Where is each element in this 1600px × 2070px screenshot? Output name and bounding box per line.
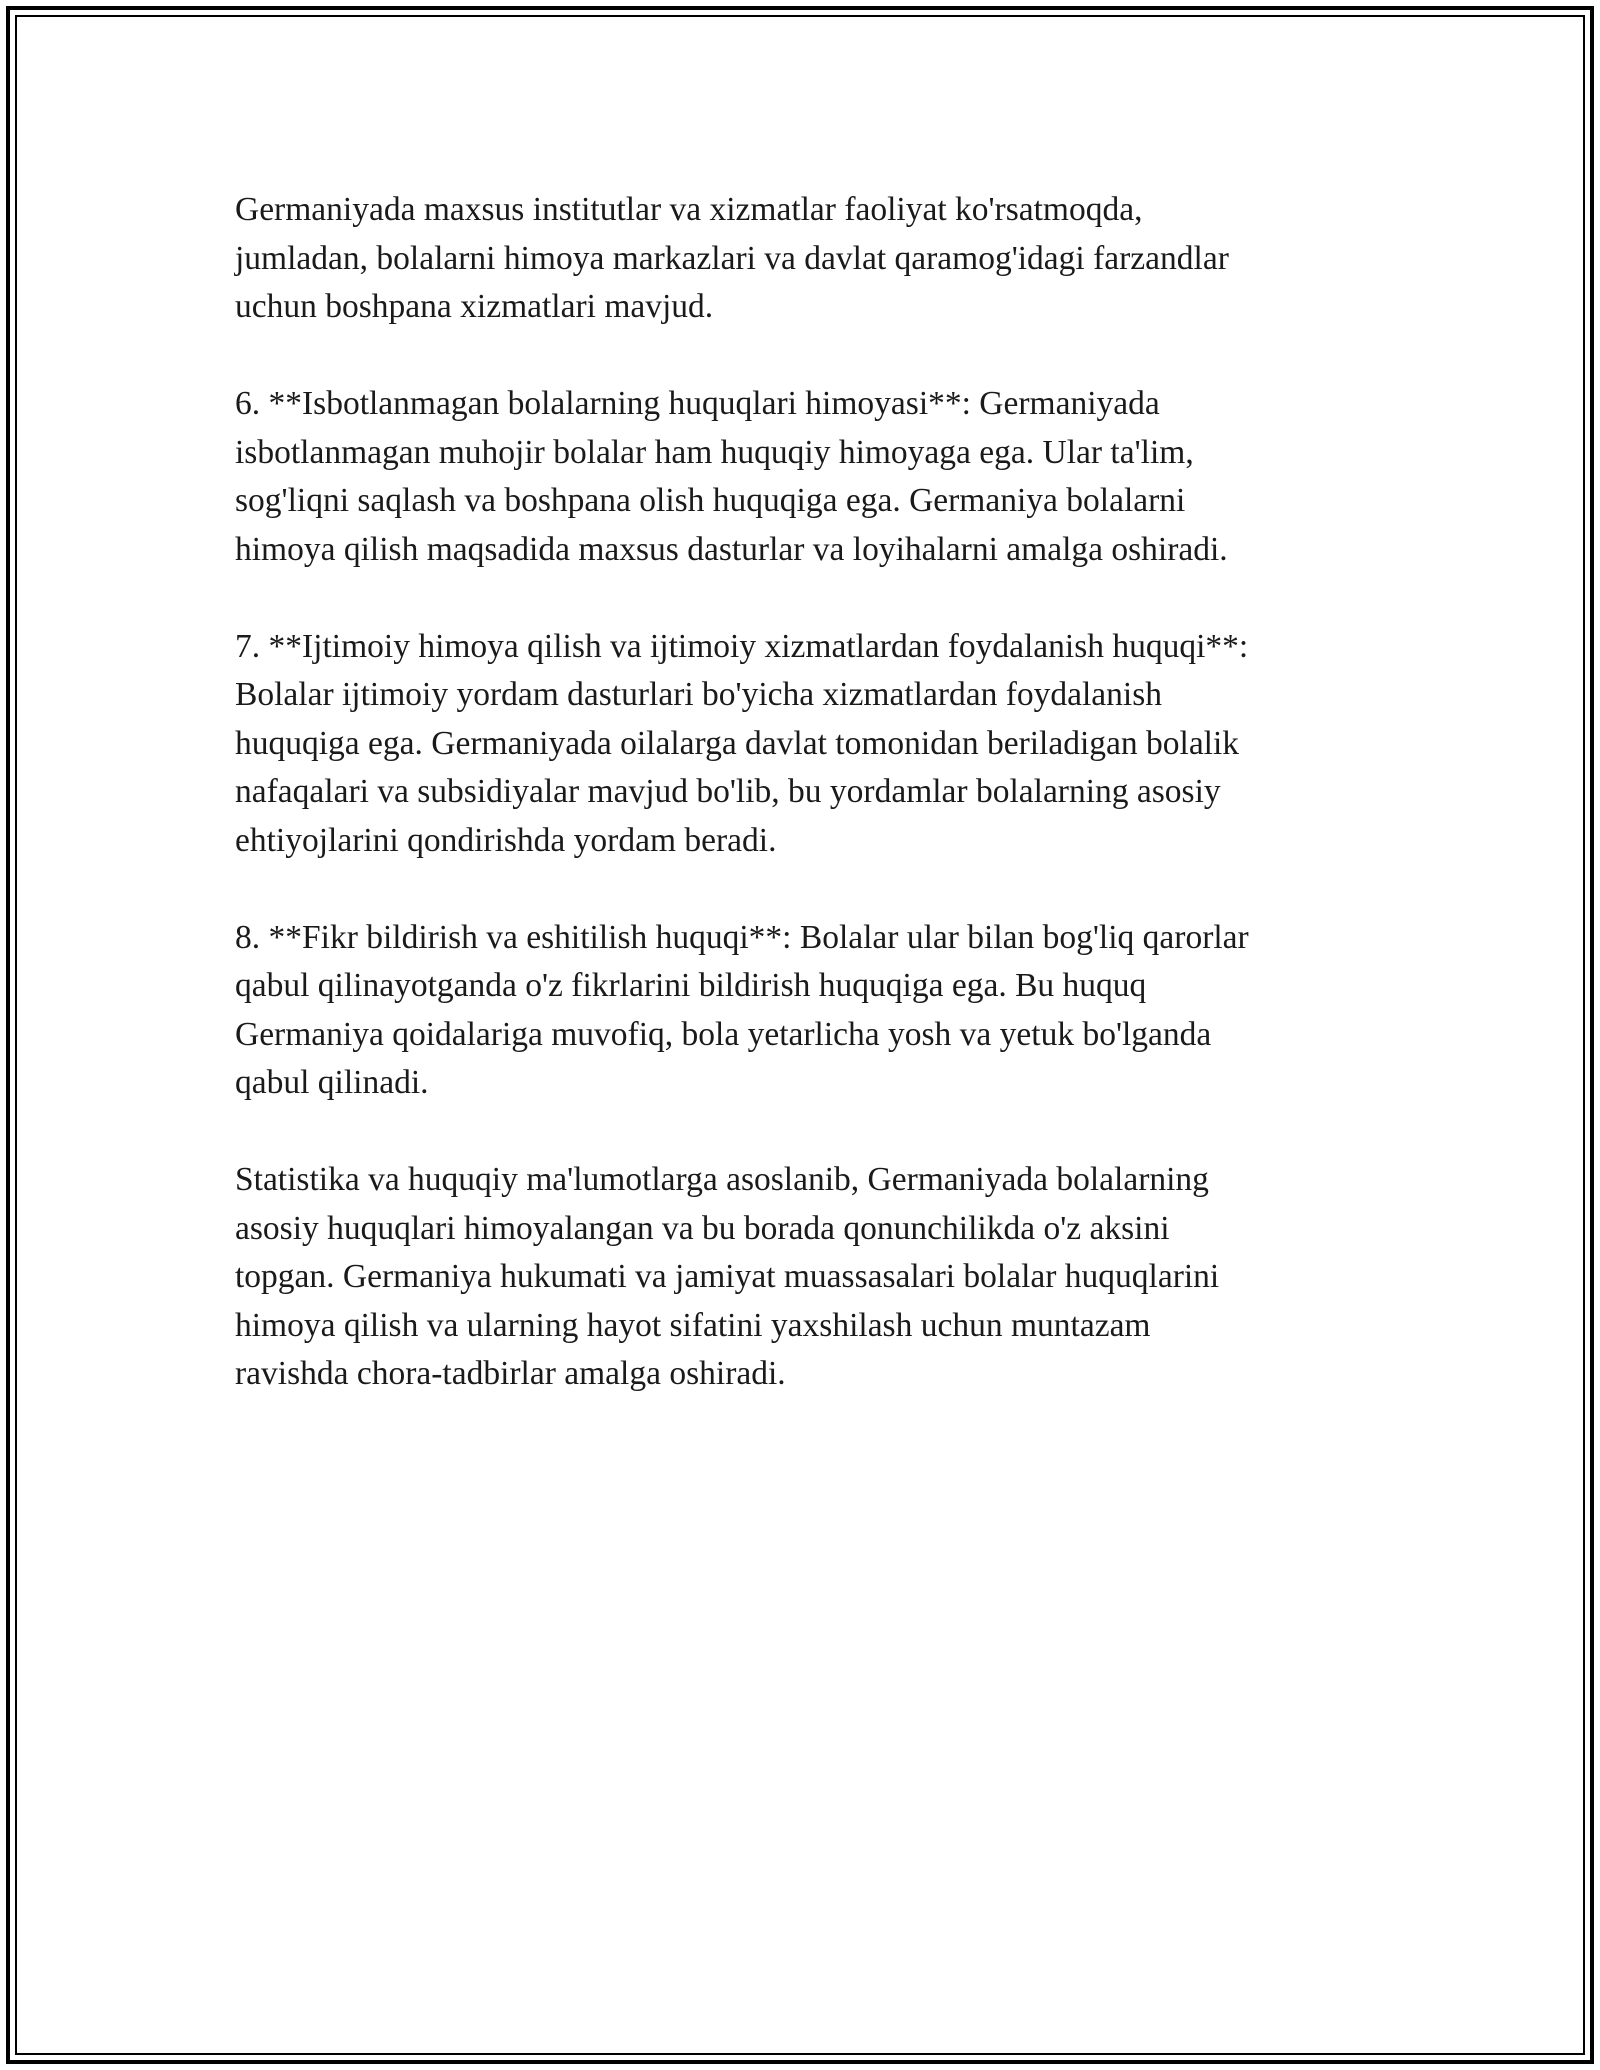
paragraph-item-6: 6. **Isbotlanmagan bolalarning huquqlari himoyasi**: Germaniyada isbotlanmagan muhojir bolalar ham huquqiy himoyaga ega. Ular ta'lim, sog'liqni saqlash va boshpana olish huquqiga ega. Germaniya bolalarni himoya qilish maqsadida maxsus dasturlar va loyihalarni amalga oshiradi. <box>235 385 1228 568</box>
paragraph-item-7: 7. **Ijtimoiy himoya qilish va ijtimoiy xizmatlardan foydalanish huquqi**: Bolalar ijtimoiy yordam dasturlari bo'yicha xizmatlardan foydalanish huquqiga ega. Germaniyada oilalarga davlat tomonidan beriladigan bolalik nafaqalari va subsidiyalar mavjud bo'lib, bu yordamlar bolalarning asosiy ehtiyojlarini qondirishda yordam beradi. <box>235 627 1249 859</box>
paragraph-item-8: 8. **Fikr bildirish va eshitilish huquqi**: Bolalar ular bilan bog'liq qarorlar qabul qilinayotganda o'z fikrlarini bildirish huquqiga ega. Bu huquq Germaniya qoidalariga muvofiq, bola yetarlicha yosh va yetuk bo'lganda qabul qilinadi. <box>235 918 1249 1101</box>
paragraph-conclusion: Statistika va huquqiy ma'lumotlarga asoslanib, Germaniyada bolalarning asosiy huquqlari himoyalangan va bu borada qonunchilikda o'z aksini topgan. Germaniya hukumati va jamiyat muassasalari bolalar huquqlarini himoya qilish va ularning hayot sifatini yaxshilash uchun muntazam ravishda chora-tadbirlar amalga oshiradi. <box>235 1161 1220 1392</box>
paragraph-intro: Germaniyada maxsus institutlar va xizmatlar faoliyat ko'rsatmoqda, jumladan, bolalarni himoya markazlari va davlat qaramog'idagi farzandlar uchun boshpana xizmatlari mavjud. <box>235 191 1229 325</box>
document-body <box>235 186 1365 1447</box>
